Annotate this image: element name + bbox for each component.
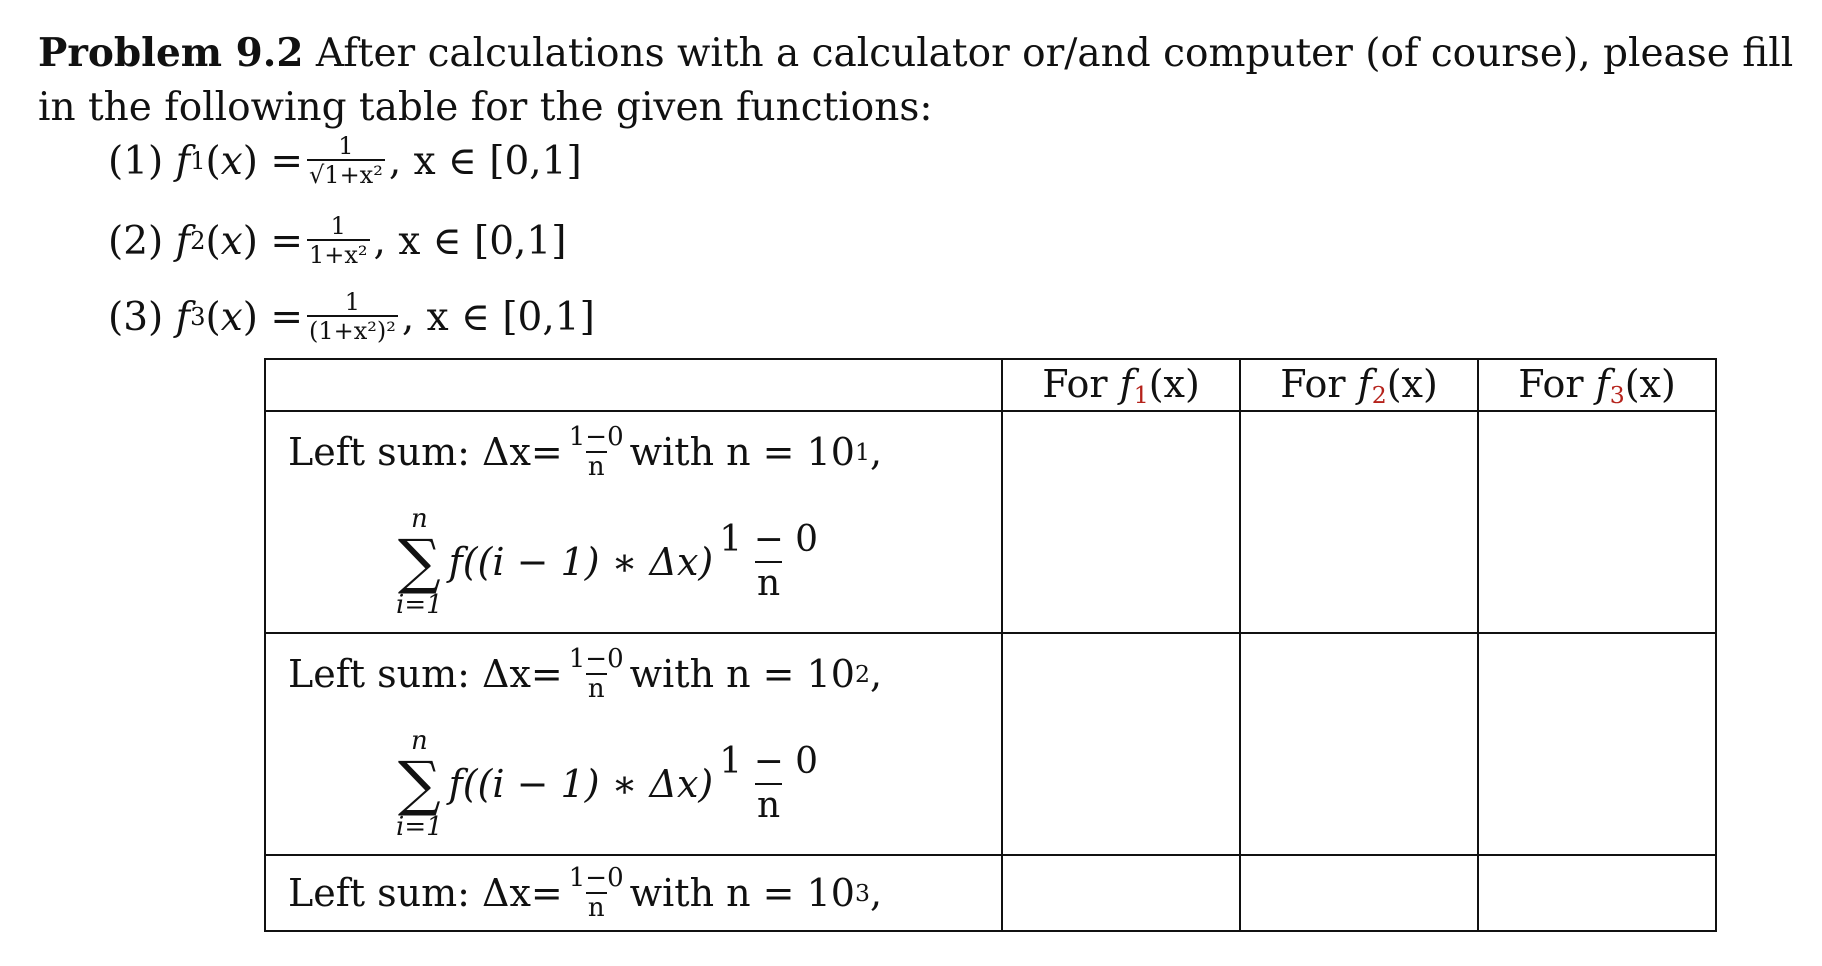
sum-expression: f((i − 1) ∗ Δx) [448, 762, 714, 806]
sum-formula [266, 492, 1001, 632]
function-sub: 1 [190, 147, 206, 175]
sigma-upper: n [410, 504, 428, 534]
function-name: f [175, 294, 191, 340]
header-empty [265, 359, 1002, 411]
function-3: (3) f 3 ( x ) = $\frac{1}{\text{(1+x²)²}}$ , x ∈ [0,1] [108, 288, 595, 345]
function-name: f [175, 218, 191, 264]
tail: , [869, 430, 883, 474]
fraction-denominator: n [757, 563, 781, 604]
answer-cell-f2-n100[interactable] [1240, 633, 1478, 855]
fraction-denominator: n [587, 893, 605, 923]
fraction-numerator: 1 [330, 212, 346, 240]
row-label-n10 [265, 411, 1002, 633]
sigma-lower: i=1 [396, 590, 443, 620]
fraction-numerator: 1 [344, 288, 361, 316]
fraction-numerator: 1 − 0 [719, 741, 819, 782]
header-sub: 3 [1609, 380, 1625, 409]
left-sum-line [266, 634, 1001, 714]
header-fn: f [1357, 361, 1372, 406]
table-row [265, 411, 1716, 633]
sum-expression: f((i − 1) ∗ Δx) [448, 540, 714, 584]
function-sub: 2 [190, 227, 206, 255]
table-row [265, 633, 1716, 855]
function-domain: , x ∈ [0,1] [388, 138, 582, 184]
answer-cell-f1-n10[interactable] [1002, 411, 1240, 633]
header-suffix: (x) [1148, 361, 1200, 406]
function-index: (3) [108, 294, 164, 340]
header-fn: f [1119, 361, 1134, 406]
function-domain: , x ∈ [0,1] [373, 218, 567, 264]
function-fraction [307, 213, 370, 269]
fraction-numerator: 1−0 [568, 422, 624, 452]
header-suffix: (x) [1624, 361, 1676, 406]
function-domain: , x ∈ [0,1] [401, 294, 595, 340]
header-sub: 1 [1133, 380, 1149, 409]
header-fn: f [1595, 361, 1610, 406]
fraction-numerator: 1 [338, 132, 354, 160]
fraction-denominator: n [757, 785, 781, 826]
function-index: (2) [108, 218, 164, 264]
left-sum-line [266, 856, 1001, 930]
header-f2 [1240, 359, 1478, 411]
header-f1 [1002, 359, 1240, 411]
fraction-denominator: 1+x² [309, 241, 368, 269]
sigma-symbol: n ∑ i=1 [396, 504, 443, 620]
fraction-denominator: n [587, 452, 605, 482]
fraction-numerator: 1−0 [568, 644, 624, 674]
answer-cell-f1-n1000[interactable] [1002, 855, 1240, 931]
header-prefix: For [1042, 361, 1120, 406]
table-header-row [265, 359, 1716, 411]
answer-cell-f3-n100[interactable] [1478, 633, 1716, 855]
header-sub: 2 [1371, 380, 1387, 409]
problem-statement [38, 26, 1798, 135]
fraction-numerator: 1−0 [568, 863, 624, 893]
sigma-lower: i=1 [396, 812, 443, 842]
problem-text: After calculations with a calculator or/and computer (of course), please fill in the following table for the given functions: [38, 31, 1794, 130]
function-1: (1) f 1 ( x ) = $\frac{1}{\text{√1+x²}}$ , x ∈ [0,1] [108, 132, 582, 189]
answer-cell-f3-n10[interactable] [1478, 411, 1716, 633]
sum-fraction [717, 741, 820, 827]
left-sum-label: Left sum: Δx= [288, 871, 563, 915]
function-2: (2) f 2 ( x ) = $\frac{1}{\text{1+x²}}$ , x ∈ [0,1] [108, 212, 567, 269]
fraction-denominator: (1+x²)² [309, 317, 396, 345]
with-n: with n = 10 [629, 871, 855, 915]
delta-fraction [567, 423, 626, 481]
power: 1 [854, 438, 870, 466]
sigma-symbol: n ∑ i=1 [396, 726, 443, 842]
table-row [265, 855, 1716, 931]
function-fraction [307, 133, 385, 189]
left-sum-label: Left sum: Δx= [288, 430, 563, 474]
header-suffix: (x) [1386, 361, 1438, 406]
answer-cell-f3-n1000[interactable] [1478, 855, 1716, 931]
problem-label: Problem 9.2 [38, 30, 304, 76]
left-sum-line [266, 412, 1001, 492]
answer-cell-f2-n10[interactable] [1240, 411, 1478, 633]
row-label-n100 [265, 633, 1002, 855]
sum-formula [266, 714, 1001, 854]
function-name: f [175, 138, 191, 184]
function-fraction [307, 289, 398, 345]
fraction-numerator: 1 − 0 [719, 519, 819, 560]
power: 3 [854, 879, 870, 907]
power: 2 [854, 660, 870, 688]
sigma-upper: n [410, 726, 428, 756]
delta-fraction [567, 864, 626, 922]
answer-table [264, 358, 1717, 932]
fraction-denominator: n [587, 674, 605, 704]
answer-cell-f2-n1000[interactable] [1240, 855, 1478, 931]
answer-cell-f1-n100[interactable] [1002, 633, 1240, 855]
function-index: (1) [108, 138, 164, 184]
tail: , [869, 652, 883, 696]
with-n: with n = 10 [629, 652, 855, 696]
tail: , [869, 871, 883, 915]
delta-fraction [567, 645, 626, 703]
with-n: with n = 10 [629, 430, 855, 474]
sum-fraction [717, 519, 820, 605]
header-prefix: For [1280, 361, 1358, 406]
function-sub: 3 [190, 303, 206, 331]
header-prefix: For [1518, 361, 1596, 406]
header-f3 [1478, 359, 1716, 411]
row-label-n1000 [265, 855, 1002, 931]
fraction-denominator: √1+x² [309, 161, 383, 189]
left-sum-label: Left sum: Δx= [288, 652, 563, 696]
